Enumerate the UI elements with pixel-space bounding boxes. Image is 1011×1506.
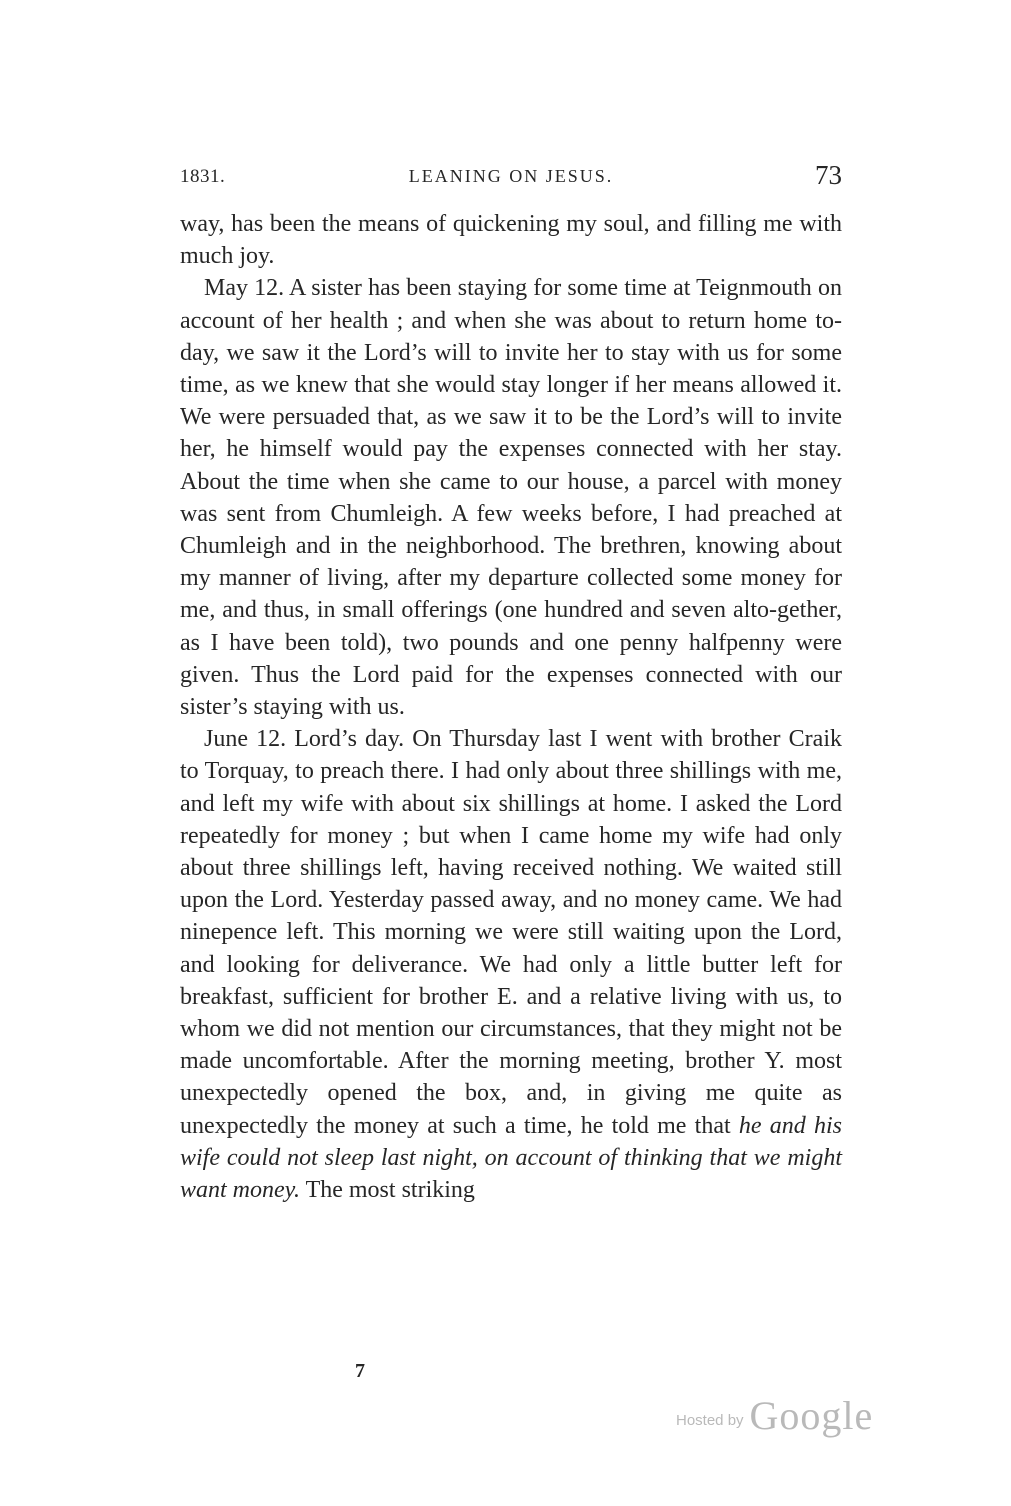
body-text <box>180 208 842 1206</box>
italic-passage: he and his wife could not sleep last night, on account of thinking that we might want money. <box>180 1112 842 1204</box>
paragraph-continuation: way, has been the means of quickening my soul, and filling me with much joy. <box>180 211 842 270</box>
hosted-by-google-watermark <box>676 1392 873 1439</box>
watermark-prefix: Hosted by <box>676 1412 744 1429</box>
paragraph-june-12-text: June 12. Lord’s day. On Thursday last I went with brother Craik to Torquay, to preach there. I had only about three shillings with me, and left my wife with about six shillings at home. I asked the Lord repeatedly for money ; but when I came home my wife had only about three shillings left, having received nothing. We waited still upon the Lord. Yesterday passed away, and no money came. We had ninepence left. This morning we were still waiting upon the Lord, and looking for deliverance. We had only a little butter left for breakfast, sufficient for brother E. and a relative living with us, to whom we did not mention our circumstances, that they might not be made uncomfortable. After the morning meeting, brother Y. most unexpectedly opened the box, and, in giving me quite as unexpectedly the money at such a time, he told me that <box>180 726 842 1139</box>
signature-mark: 7 <box>355 1360 365 1382</box>
running-header <box>180 160 842 190</box>
header-year: 1831. <box>180 166 226 187</box>
paragraph-may-12: May 12. A sister has been staying for some time at Teignmouth on account of her health ; and when she was about to return home to-day, we saw it the Lord’s will to invite her to stay with us for some time, as we knew that she would stay longer if her means allowed it. We were persuaded that, as we saw it to be the Lord’s will to invite her, he himself would pay the expenses connected with her stay. About the time when she came to our house, a parcel with money was sent from Chumleigh. A few weeks before, I had preached at Chumleigh and in the neighborhood. The brethren, knowing about my manner of living, after my departure collected some money for me, and thus, in small offerings (one hundred and seven alto-gether, as I have been told), two pounds and one penny halfpenny were given. Thus the Lord paid for the expenses connected with our sister’s staying with us. <box>180 275 842 721</box>
google-logo: Google <box>749 1393 874 1438</box>
closing-text: The most striking <box>305 1177 475 1204</box>
header-title: LEANING ON JESUS. <box>408 166 614 186</box>
paragraph-june-12 <box>180 723 842 1206</box>
page-number: 73 <box>815 160 842 190</box>
